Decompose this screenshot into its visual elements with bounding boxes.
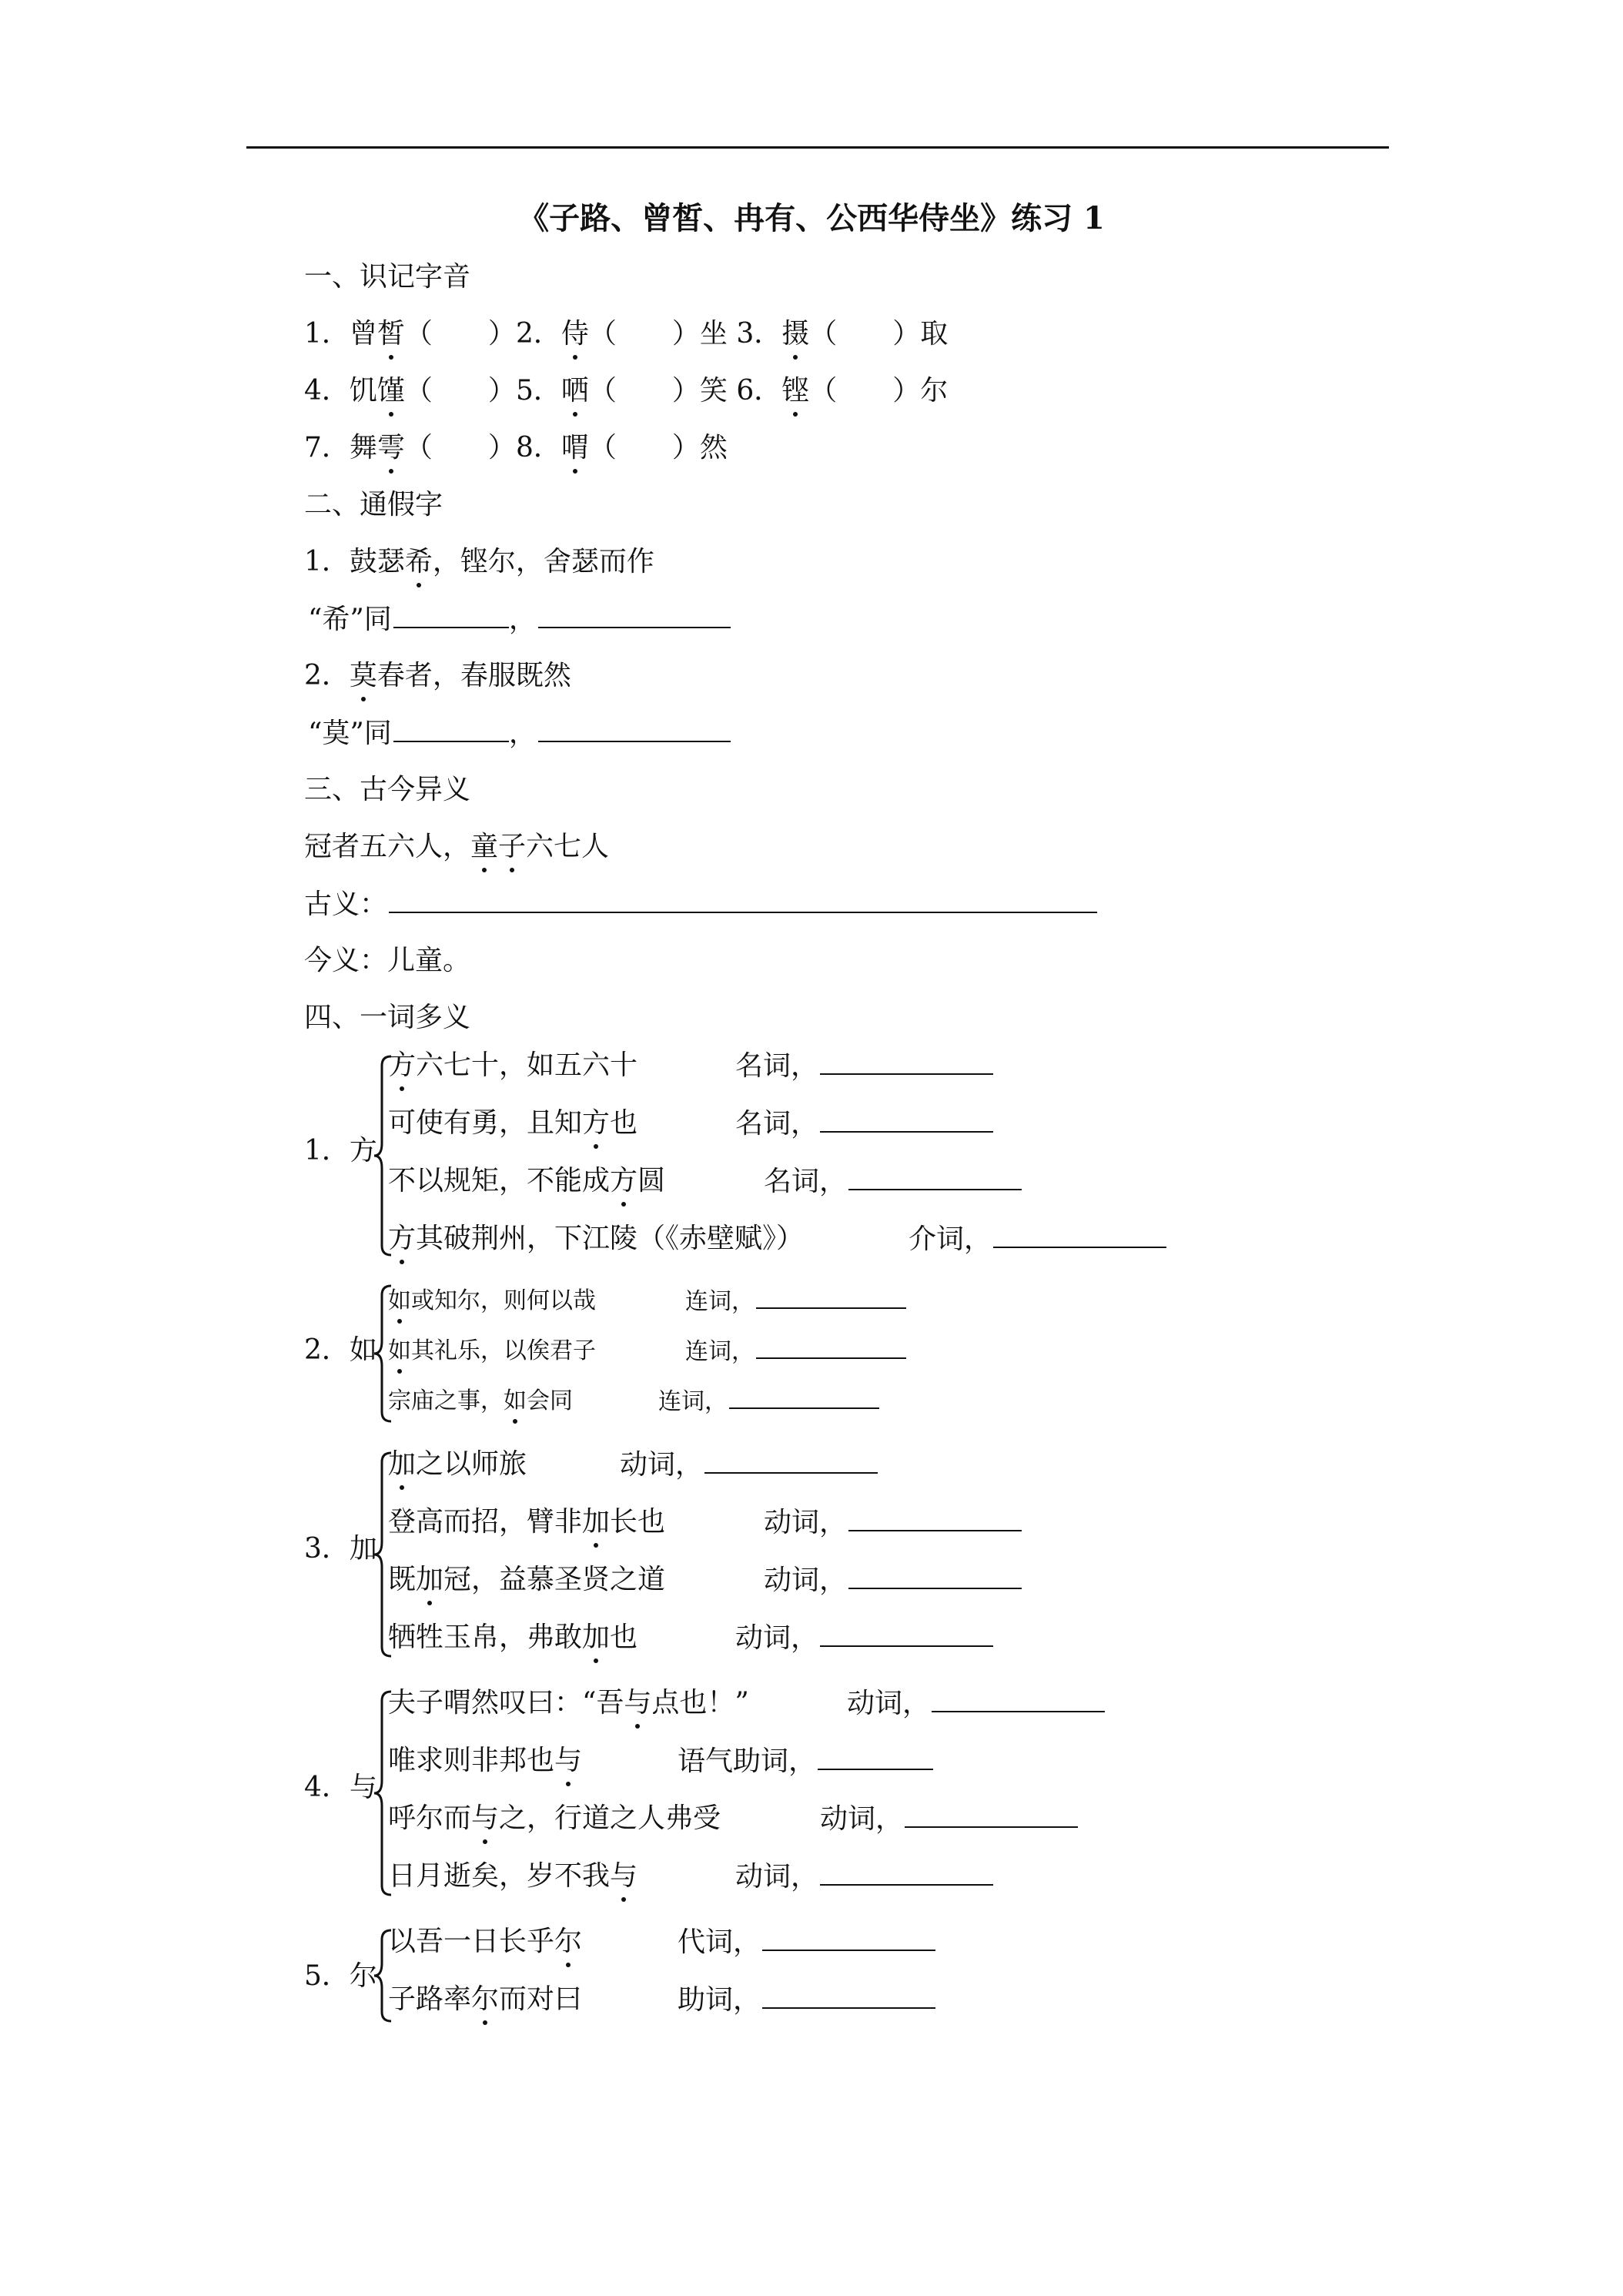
- answer-blank[interactable]: [762, 1981, 935, 2009]
- pronunciation-row-1: 1．曾皙（ ）2．侍（ ）坐 3．摄（ ）取: [304, 316, 948, 353]
- answer-blank[interactable]: [704, 1446, 878, 1474]
- answer-blank[interactable]: [848, 1504, 1022, 1531]
- polysemy-item: 可使有勇，且知方也: [388, 1105, 637, 1142]
- answer-blank[interactable]: [756, 1286, 906, 1309]
- polysemy-item: 既加冠，益慕圣贤之道: [388, 1561, 665, 1598]
- answer-parens[interactable]: （ ）: [588, 432, 700, 464]
- polysemy-word-jia: 3．加: [304, 1533, 377, 1565]
- polysemy-answer: 连词，: [658, 1386, 879, 1417]
- polysemy-answer: 动词，: [764, 1561, 1022, 1599]
- polysemy-word-ru: 2．如: [304, 1334, 377, 1366]
- tongjia-answer-2: “莫”同 ，: [308, 715, 731, 752]
- polysemy-answer: 名词，: [735, 1047, 993, 1085]
- polysemy-item: 日月逝矣，岁不我与: [388, 1858, 637, 1895]
- answer-blank[interactable]: [818, 1742, 933, 1770]
- header-rule: [246, 146, 1389, 149]
- polysemy-answer: 语气助词，: [678, 1742, 933, 1780]
- answer-parens[interactable]: （ ）: [809, 318, 921, 350]
- answer-blank[interactable]: [762, 1923, 935, 1951]
- polysemy-answer: 助词，: [678, 1981, 935, 2019]
- answer-blank[interactable]: [820, 1105, 993, 1133]
- polysemy-item: 方六七十，如五六十: [388, 1047, 637, 1084]
- answer-parens[interactable]: （ ）: [809, 375, 921, 407]
- polysemy-answer: 动词，: [820, 1800, 1078, 1838]
- section-heading-pronunciation: 一、识记字音: [304, 261, 471, 293]
- polysemy-item: 宗庙之事，如会同: [388, 1386, 573, 1417]
- polysemy-item: 不以规矩，不能成方圆: [388, 1163, 665, 1200]
- polysemy-answer: 名词，: [735, 1105, 993, 1143]
- polysemy-item: 子路率尔而对曰: [388, 1981, 582, 2018]
- answer-blank[interactable]: [848, 1561, 1022, 1589]
- polysemy-item: 呼尔而与之，行道之人弗受: [388, 1800, 721, 1837]
- answer-parens[interactable]: （ ）: [588, 375, 700, 407]
- polysemy-item: 夫子喟然叹曰：“吾与点也！”: [388, 1685, 749, 1722]
- answer-parens[interactable]: （ ）: [588, 318, 700, 350]
- polysemy-answer: 连词，: [685, 1336, 906, 1367]
- polysemy-answer: 动词，: [620, 1446, 878, 1484]
- polysemy-item: 方其破荆州，下江陵（《赤壁赋》）: [388, 1220, 804, 1257]
- polysemy-word-er: 5．尔: [304, 1960, 377, 1992]
- gujin-modern-meaning: 今义：儿童。: [304, 945, 471, 976]
- section-heading-gujin: 三、古今异义: [304, 774, 471, 805]
- answer-blank[interactable]: [848, 1163, 1022, 1190]
- answer-blank[interactable]: [820, 1619, 993, 1647]
- polysemy-answer: 动词，: [764, 1504, 1022, 1541]
- polysemy-item: 加之以师旅: [388, 1446, 527, 1483]
- tongjia-question-2: 2．莫春者，春服既然: [304, 658, 571, 694]
- tongjia-question-1: 1．鼓瑟希，铿尔，舍瑟而作: [304, 544, 654, 581]
- answer-parens[interactable]: （ ）: [404, 432, 516, 464]
- polysemy-item: 牺牲玉帛，弗敢加也: [388, 1619, 637, 1656]
- answer-parens[interactable]: （ ）: [404, 375, 516, 407]
- polysemy-answer: 连词，: [685, 1286, 906, 1317]
- polysemy-word-yu: 4．与: [304, 1772, 377, 1803]
- answer-parens[interactable]: （ ）: [404, 318, 516, 350]
- answer-blank[interactable]: [538, 601, 731, 628]
- tongjia-answer-1: “希”同 ，: [308, 601, 731, 638]
- answer-blank[interactable]: [389, 885, 1097, 913]
- polysemy-answer: 介词，: [909, 1220, 1166, 1258]
- answer-blank[interactable]: [820, 1858, 993, 1886]
- answer-blank[interactable]: [820, 1047, 993, 1075]
- answer-blank[interactable]: [993, 1220, 1166, 1248]
- polysemy-answer: 动词，: [735, 1619, 993, 1657]
- page-title: 《子路、曾皙、冉有、公西华侍坐》练习 1: [518, 200, 1105, 236]
- answer-blank[interactable]: [538, 715, 731, 742]
- answer-blank[interactable]: [932, 1685, 1105, 1712]
- answer-blank[interactable]: [729, 1386, 879, 1409]
- polysemy-item: 登高而招，臂非加长也: [388, 1504, 665, 1541]
- polysemy-item: 以吾一日长乎尔: [388, 1923, 582, 1960]
- polysemy-answer: 动词，: [847, 1685, 1105, 1722]
- polysemy-item: 如或知尔，则何以哉: [388, 1286, 596, 1317]
- section-heading-polysemy: 四、一词多义: [304, 1002, 471, 1033]
- answer-blank[interactable]: [756, 1336, 906, 1359]
- polysemy-answer: 名词，: [764, 1163, 1022, 1200]
- answer-blank[interactable]: [905, 1800, 1078, 1828]
- gujin-ancient-meaning: 古义：: [304, 885, 1097, 923]
- pronunciation-row-3: 7．舞雩（ ）8．喟（ ）然: [304, 430, 728, 467]
- polysemy-item: 如其礼乐，以俟君子: [388, 1336, 596, 1367]
- polysemy-item: 唯求则非邦也与: [388, 1742, 582, 1779]
- gujin-sentence: 冠者五六人，童子六七人: [304, 828, 609, 865]
- answer-blank[interactable]: [393, 715, 509, 742]
- section-heading-tongjia: 二、通假字: [304, 489, 443, 520]
- pronunciation-row-2: 4．饥馑（ ）5．哂（ ）笑 6．铿（ ）尔: [304, 373, 948, 410]
- polysemy-word-fang: 1．方: [304, 1135, 377, 1166]
- polysemy-answer: 代词，: [678, 1923, 935, 1961]
- answer-blank[interactable]: [393, 601, 509, 628]
- polysemy-answer: 动词，: [735, 1858, 993, 1896]
